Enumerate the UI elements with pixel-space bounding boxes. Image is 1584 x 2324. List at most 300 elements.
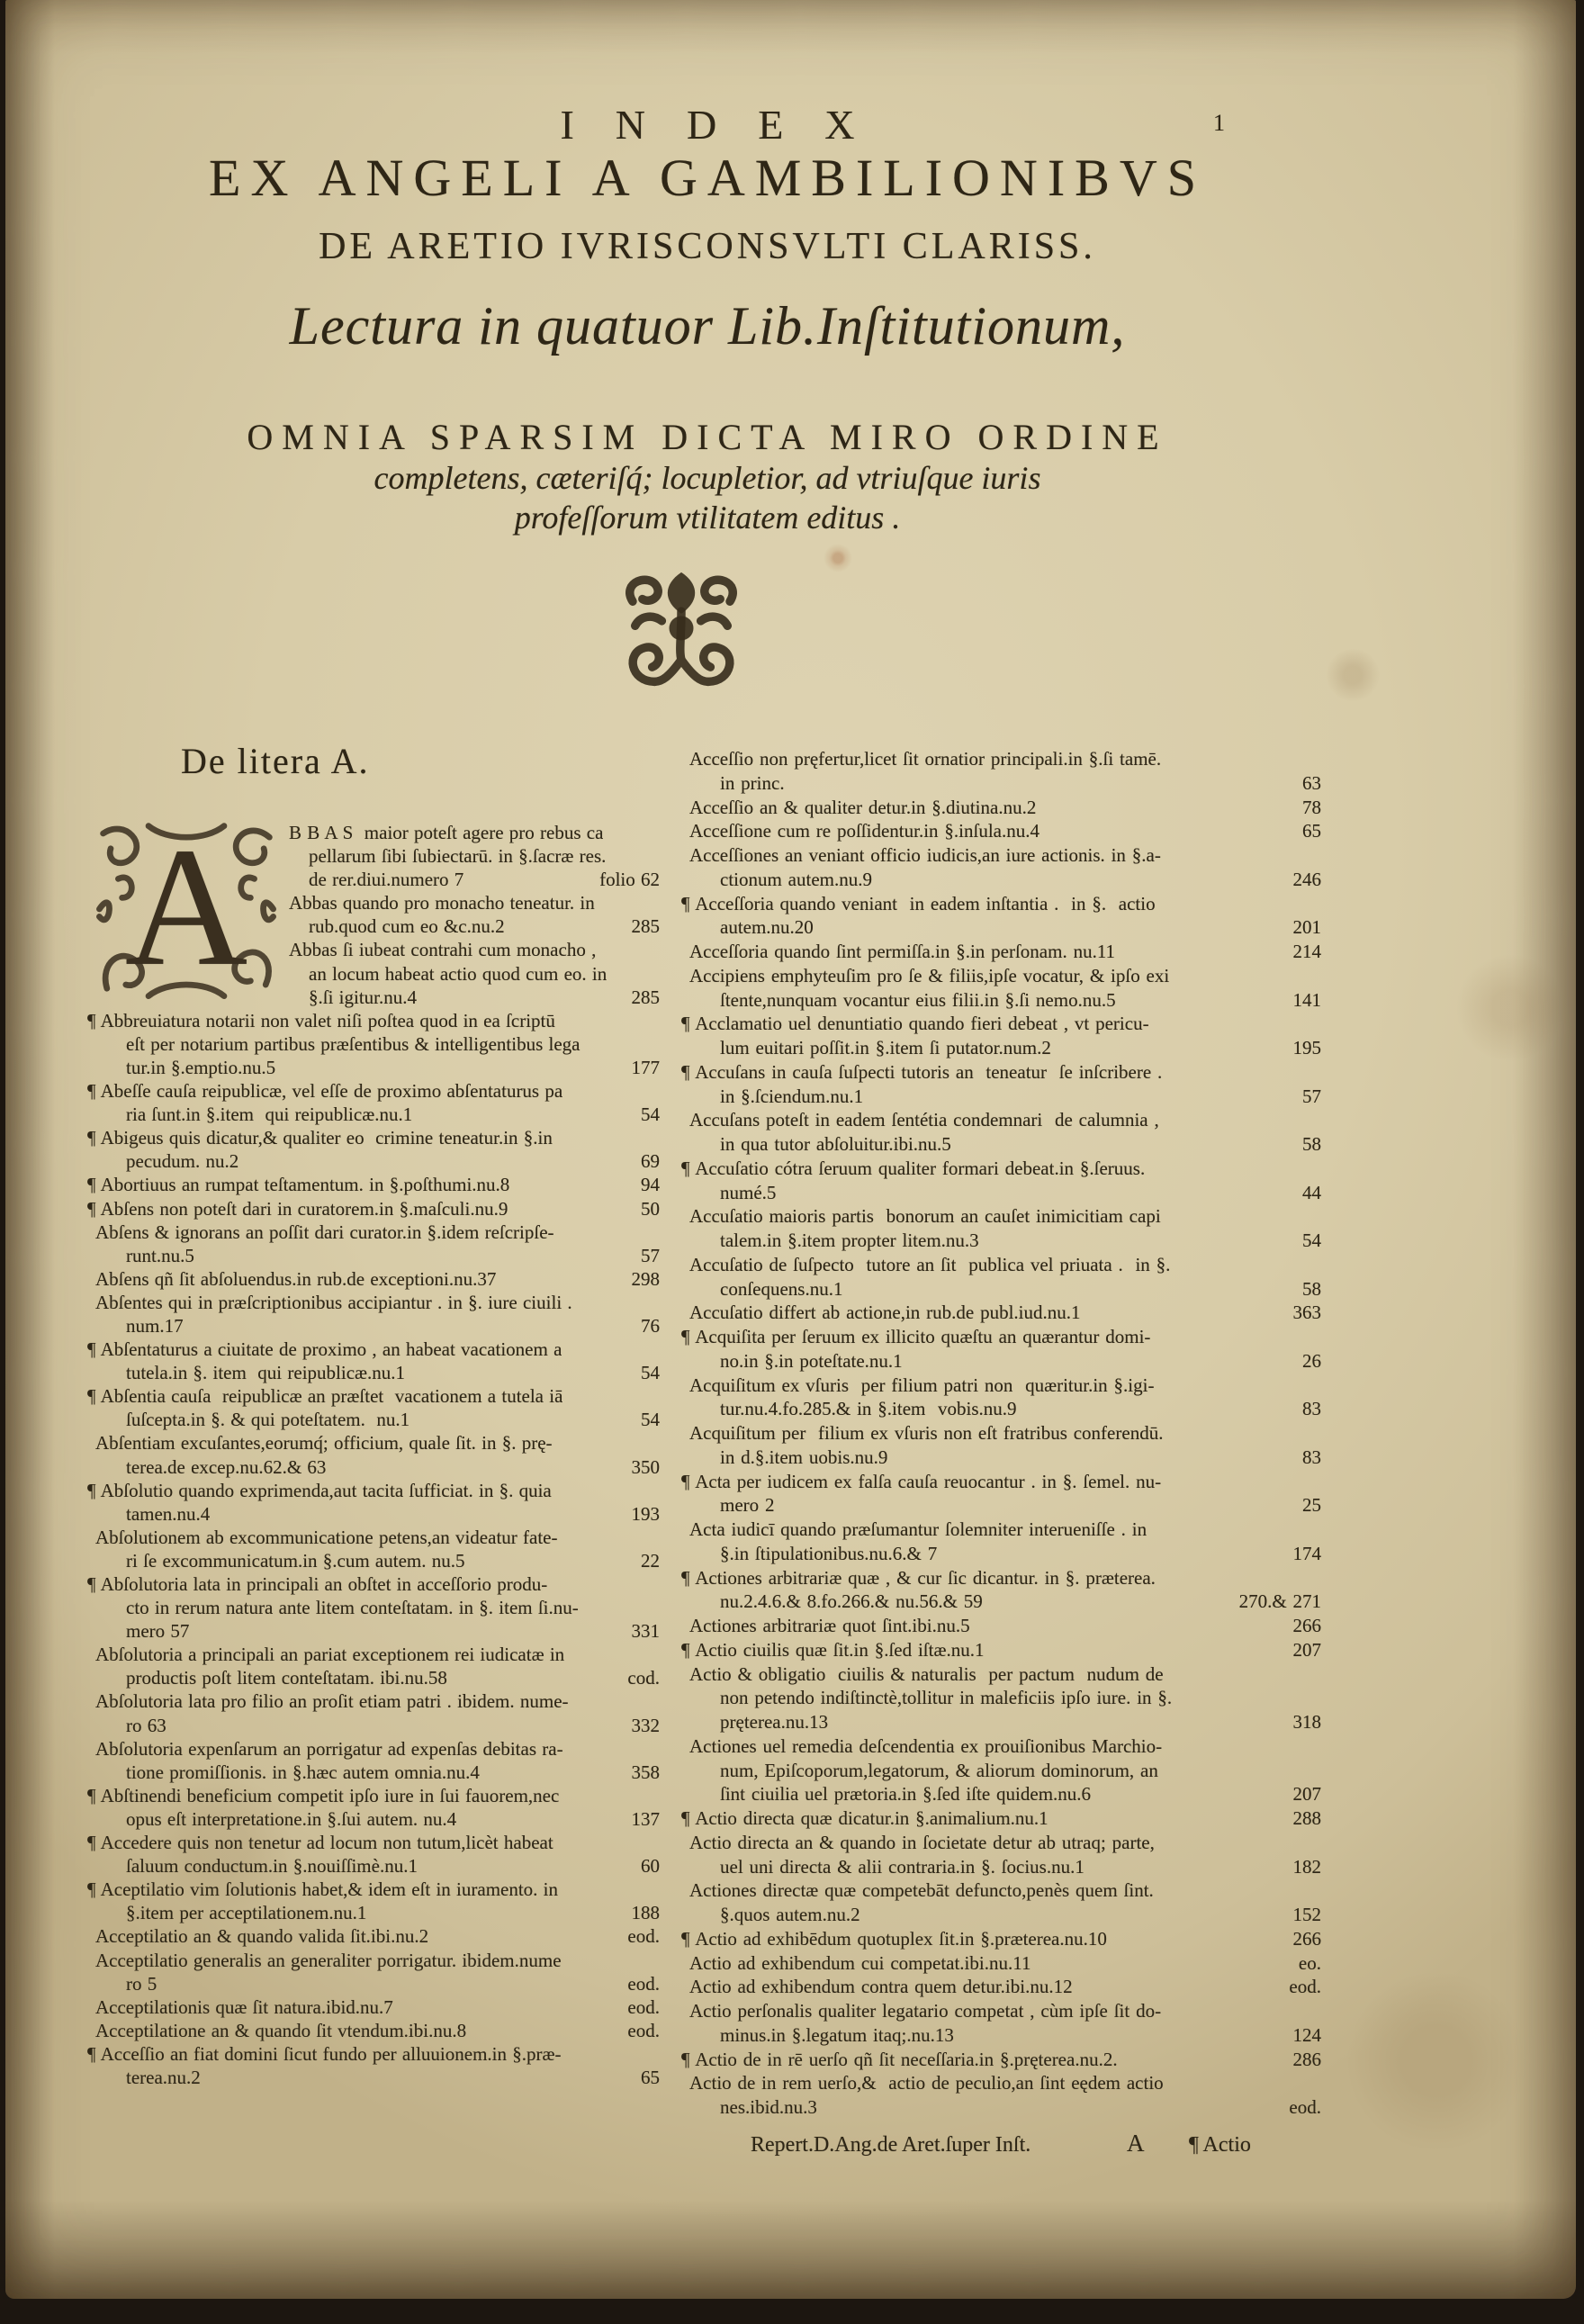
entry-text: ¶ Acceſſoria quando veniant in eadem inſtantia . in §. actio bbox=[681, 892, 1156, 914]
index-entry-line bbox=[689, 1397, 1321, 1421]
entry-text: ¶ Abſtinendi beneficium competit ipſo iure in ſui fauorem,nec bbox=[87, 1784, 560, 1806]
index-entry-line bbox=[95, 2066, 660, 2089]
entry-text: Acceſſione cum re poſſidentur.in §.inſula.nu.4 bbox=[689, 820, 1040, 842]
entry-text: Actiones directæ quæ competebāt defuncto,penès quem ſint. bbox=[689, 1879, 1154, 1902]
entry-locator: 58 bbox=[1302, 1277, 1321, 1300]
entry-locator: 65 bbox=[1302, 820, 1321, 842]
entry-text: ¶ Abigeus quis dicatur,& qualiter eo crimine teneatur.in §.in bbox=[87, 1127, 553, 1149]
index-entry-line bbox=[681, 1927, 1321, 1951]
folio-number: 1 bbox=[1213, 110, 1225, 136]
index-entry-line bbox=[87, 1831, 660, 1854]
index-entry-line bbox=[681, 1325, 1321, 1349]
entry-locator: 25 bbox=[1302, 1494, 1321, 1517]
entry-locator: 182 bbox=[1292, 1855, 1321, 1878]
index-entry-line bbox=[87, 1079, 660, 1103]
entry-text: ro 5 bbox=[126, 1972, 158, 1995]
entry-locator: 201 bbox=[1292, 916, 1321, 939]
entry-text: Acta iudicī quando præſumantur ſolemniter interueniſſe . in bbox=[689, 1518, 1148, 1540]
entry-text: Abſentiam excuſantes,eorumq́; officium, quale ſit. in §. prę- bbox=[95, 1432, 553, 1455]
entry-text: rub.quod cum eo &c.nu.2 bbox=[309, 915, 505, 938]
entry-locator: 331 bbox=[631, 1620, 660, 1643]
entry-text: ¶ Accuſatio cótra ſeruum qualiter formari debeat.in §.ſeruus. bbox=[681, 1157, 1146, 1179]
entry-locator: 65 bbox=[641, 2066, 660, 2088]
entry-locator: eod. bbox=[627, 2019, 660, 2041]
index-entry-line bbox=[689, 1374, 1321, 1398]
entry-text: ſtente,nunquam vocantur eius filii.in §.ſi nemo.nu.5 bbox=[720, 988, 1116, 1011]
entry-locator: 94 bbox=[641, 1174, 660, 1196]
entry-text: ¶ Accuſans in cauſa ſuſpecti tutoris an teneatur ſe inſcribere . bbox=[681, 1060, 1163, 1083]
index-entry-line bbox=[689, 1204, 1321, 1229]
entry-text: Accuſatio de ſuſpecto tutore an ſit publica vel priuata . in §. bbox=[689, 1253, 1171, 1275]
entry-text: mero 57 bbox=[126, 1620, 190, 1643]
entry-text: ¶ Actio directa quæ dicatur.in §.animalium.nu.1 bbox=[681, 1807, 1048, 1829]
index-entry-line bbox=[95, 1549, 660, 1572]
entry-text: lum euitari poſſit.in §.item ſi putator.num.2 bbox=[720, 1037, 1051, 1058]
entry-locator: 298 bbox=[631, 1267, 660, 1290]
drop-cap-initial bbox=[92, 814, 281, 1004]
entry-text: in qua tutor abſoluitur.ibi.nu.5 bbox=[720, 1133, 951, 1155]
index-entry-line bbox=[689, 2023, 1321, 2048]
entry-locator: 214 bbox=[1292, 941, 1321, 962]
index-entry-line bbox=[689, 1831, 1321, 1855]
entry-locator: 207 bbox=[1292, 1783, 1321, 1806]
index-entry-line bbox=[689, 940, 1321, 964]
entry-text: productis poſt litem conteſtatam. ibi.nu.58 bbox=[126, 1667, 447, 1689]
entry-locator: 83 bbox=[1302, 1446, 1321, 1468]
drop-cap-letter: A bbox=[124, 814, 248, 1001]
entry-text: Acceſſio an & qualiter detur.in §.diutina.nu.2 bbox=[689, 796, 1037, 818]
entry-locator: 288 bbox=[1292, 1807, 1321, 1829]
index-entry-line bbox=[681, 1157, 1321, 1181]
entry-locator: 50 bbox=[641, 1197, 660, 1220]
index-entry-line bbox=[289, 821, 660, 844]
entry-text: ¶ Abſolutio quando exprimenda,aut tacita ſufficiat. in §. quia bbox=[87, 1479, 552, 1501]
entry-text: mero 2 bbox=[720, 1494, 775, 1517]
entry-text: Accuſatio maioris partis bonorum an cauſet inimicitiam capi bbox=[689, 1205, 1161, 1228]
entry-locator: 318 bbox=[1292, 1711, 1321, 1733]
index-entry-line bbox=[681, 2048, 1321, 2072]
entry-text: Actio directa an & quando in ſocietate detur ab utraq; parte, bbox=[689, 1831, 1155, 1853]
entry-text: ¶ Abſolutoria lata in principali an obſtet in acceſſorio produ- bbox=[87, 1573, 548, 1595]
entry-locator: 152 bbox=[1292, 1904, 1321, 1925]
entry-text: minus.in §.legatum itaq;.nu.13 bbox=[720, 2023, 954, 2046]
index-entry-line bbox=[289, 891, 660, 914]
title-line-2: DE ARETIO IVRISCONSVLTI CLARISS. bbox=[319, 226, 1096, 267]
index-entry-line bbox=[689, 1686, 1321, 1710]
subtitle-italic-2: profeſſorum vtilitatem editus . bbox=[514, 500, 901, 536]
entry-text: terea.de excep.nu.62.& 63 bbox=[126, 1455, 327, 1478]
entry-text: Abbas quando pro monacho teneatur. in bbox=[289, 892, 595, 914]
entry-text: pellarum ſibi ſubiectarū. in §.ſacræ res. bbox=[309, 845, 607, 868]
index-entry-line bbox=[95, 1924, 660, 1948]
entry-locator: 246 bbox=[1292, 868, 1321, 890]
index-entry-line bbox=[95, 1643, 660, 1666]
index-entry-line bbox=[689, 1253, 1321, 1277]
entry-text: ¶ Acta per iudicem ex falſa cauſa reuocantur . in §. ſemel. nu- bbox=[681, 1470, 1162, 1492]
entry-text: uel uni directa & alii contraria.in §. ſocius.nu.1 bbox=[720, 1855, 1084, 1878]
index-entry-line bbox=[289, 938, 660, 961]
entry-locator: 174 bbox=[1292, 1542, 1321, 1564]
subtitle-italic-1: completens, cæteriſq́; locupletior, ad vtriuſque iuris bbox=[374, 460, 1041, 496]
index-entry-line bbox=[95, 1714, 660, 1737]
index-entry-line bbox=[95, 1314, 660, 1338]
index-entry-line bbox=[689, 1493, 1321, 1518]
index-entry-line bbox=[689, 1446, 1321, 1470]
index-entry-line bbox=[95, 1737, 660, 1761]
entry-text: Actio de in rem uerſo,& actio de peculio,an ſint eędem actio bbox=[689, 2072, 1164, 2094]
index-entry-line bbox=[95, 1056, 660, 1079]
entry-text: runt.nu.5 bbox=[126, 1244, 194, 1266]
entry-locator: 285 bbox=[631, 915, 660, 938]
entry-text: talem.in §.item propter litem.nu.3 bbox=[720, 1230, 979, 1251]
entry-text: Acceptilatio generalis an generaliter porrigatur. ibidem.nume bbox=[95, 1949, 562, 1971]
index-entry-line bbox=[309, 868, 660, 891]
entry-locator: 137 bbox=[631, 1807, 660, 1830]
entry-text: ¶ Actiones arbitrariæ quæ , & cur ſic dicantur. in §. præterea. bbox=[681, 1566, 1156, 1589]
index-entry-line bbox=[689, 1542, 1321, 1566]
entry-text: ſaluum conductum.in §.nouiſſimè.nu.1 bbox=[126, 1855, 418, 1878]
running-head: INDEX bbox=[560, 102, 896, 148]
entry-locator: 54 bbox=[641, 1103, 660, 1126]
index-entry-line bbox=[87, 1479, 660, 1502]
index-entry-line bbox=[689, 1614, 1321, 1638]
entry-text: no.in §.in poteſtate.nu.1 bbox=[720, 1349, 903, 1372]
entry-locator: eo. bbox=[1298, 1951, 1321, 1974]
entry-text: conſequens.nu.1 bbox=[720, 1277, 843, 1300]
footer-catchword: ¶ Actio bbox=[1189, 2133, 1251, 2157]
entry-text: ria ſunt.in §.item qui reipublicæ.nu.1 bbox=[126, 1103, 413, 1126]
entry-text: pręterea.nu.13 bbox=[720, 1711, 829, 1733]
entry-locator: 286 bbox=[1292, 2048, 1321, 2070]
entry-locator: 57 bbox=[641, 1244, 660, 1266]
entry-text: tur.in §.emptio.nu.5 bbox=[126, 1056, 276, 1078]
entry-locator: 54 bbox=[1302, 1230, 1321, 1251]
index-entry-line bbox=[95, 1972, 660, 1995]
entry-locator: 22 bbox=[641, 1549, 660, 1572]
entry-text: Abſentes qui in præſcriptionibus accipiantur . in §. iure ciuili . bbox=[95, 1291, 572, 1313]
entry-locator: 363 bbox=[1292, 1302, 1321, 1324]
index-entry-line bbox=[95, 1103, 660, 1126]
index-entry-line bbox=[689, 1108, 1321, 1132]
entry-locator: 58 bbox=[1302, 1133, 1321, 1155]
entry-text: ſuſcepta.in §. & qui poteſtatem. nu.1 bbox=[126, 1409, 410, 1431]
entry-locator: 63 bbox=[1302, 771, 1321, 794]
entry-locator: 177 bbox=[631, 1056, 660, 1078]
index-entry-line bbox=[87, 1126, 660, 1149]
entry-text: nes.ibid.nu.3 bbox=[720, 2096, 817, 2118]
entry-text: ¶ Actio ad exhibēdum quotuplex ſit.in §.præterea.nu.10 bbox=[681, 1927, 1107, 1950]
index-entry-line bbox=[689, 1951, 1321, 1976]
index-entry-line bbox=[689, 796, 1321, 820]
index-entry-line bbox=[689, 1085, 1321, 1109]
entry-text: ¶ Abortiuus an rumpat teſtamentum. in §.poſthumi.nu.8 bbox=[87, 1174, 510, 1196]
printer-ornament-icon bbox=[608, 563, 754, 700]
index-entry-line bbox=[681, 1060, 1321, 1085]
index-entry-line bbox=[95, 1267, 660, 1291]
title-italic: Lectura in quatuor Lib.Inſtitutionum, bbox=[289, 296, 1126, 356]
entry-locator: eod. bbox=[627, 1995, 660, 2018]
entry-locator: 350 bbox=[631, 1455, 660, 1478]
index-entry-line bbox=[95, 1032, 660, 1056]
entry-text: ctionum autem.nu.9 bbox=[720, 868, 872, 890]
entry-text: Abſolutionem ab excommunicatione petens,an videatur fate- bbox=[95, 1526, 558, 1548]
index-entry-line bbox=[87, 1338, 660, 1361]
index-entry-line bbox=[309, 844, 660, 868]
entry-text: ¶ Acclamatio uel denuntiatio quando fieri debeat , vt pericu- bbox=[681, 1013, 1149, 1035]
entry-text: Abſolutoria expenſarum an porrigatur ad expenſas debitas ra- bbox=[95, 1737, 563, 1760]
entry-locator: 54 bbox=[641, 1362, 660, 1384]
index-entry-line bbox=[689, 1301, 1321, 1325]
index-entry-line bbox=[95, 1901, 660, 1924]
entry-locator: 266 bbox=[1292, 1927, 1321, 1950]
entry-locator: 207 bbox=[1292, 1638, 1321, 1661]
index-entry-line bbox=[689, 868, 1321, 892]
entry-text: Actio & obligatio ciuilis & naturalis per pactum nudum de bbox=[689, 1662, 1164, 1685]
index-entry-line bbox=[87, 1173, 660, 1196]
entry-text: nu.2.4.6.& 8.fo.266.& nu.56.& 59 bbox=[720, 1590, 983, 1613]
title-line-1: EX ANGELI A GAMBILIONIBVS bbox=[209, 149, 1206, 207]
entry-locator: eod. bbox=[1289, 1976, 1321, 1998]
entry-text: Abſens & ignorans an poſſit dari curator.in §.idem reſcripſe- bbox=[95, 1221, 554, 1243]
index-entry-line bbox=[681, 1566, 1321, 1590]
index-entry-line bbox=[95, 1807, 660, 1831]
index-entry-line bbox=[95, 1949, 660, 1972]
index-entry-line bbox=[689, 1036, 1321, 1060]
index-entry-line bbox=[689, 1349, 1321, 1374]
index-entry-line bbox=[689, 2071, 1321, 2095]
index-entry-line bbox=[689, 1277, 1321, 1302]
entry-locator: 83 bbox=[1302, 1398, 1321, 1420]
footer-gathering-letter: A bbox=[1127, 2130, 1145, 2157]
entry-text: §.item per acceptilationem.nu.1 bbox=[126, 1902, 367, 1924]
entry-text: Actio ad exhibendum cui competat.ibi.nu.11 bbox=[689, 1951, 1031, 1974]
entry-text: in princ. bbox=[720, 771, 785, 794]
entry-text: ſint ciuilia uel prætoria.in §.ſed iſte quidem.nu.6 bbox=[720, 1783, 1092, 1806]
index-entry-line bbox=[95, 1666, 660, 1689]
index-entry-line bbox=[309, 962, 660, 986]
entry-text: ¶ Acceſſio an fiat domini ſicut fundo per alluuionem.in §.præ- bbox=[87, 2042, 562, 2065]
entry-text: eſt per notarium partibus præſentibus & intelligentibus lega bbox=[126, 1032, 580, 1055]
index-entry-line bbox=[689, 1181, 1321, 1205]
entry-text: cto in rerum natura ante litem conteſtatam. in §. item ſi.nu- bbox=[126, 1597, 579, 1619]
index-entry-line bbox=[681, 1638, 1321, 1662]
index-entry-line bbox=[87, 2042, 660, 2066]
index-entry-line bbox=[689, 843, 1321, 868]
index-entry-line bbox=[95, 1455, 660, 1479]
entry-text: Actiones uel remedia deſcendentia ex prouiſionibus Marchio- bbox=[689, 1734, 1163, 1757]
index-entry-line bbox=[689, 747, 1321, 771]
entry-locator: 78 bbox=[1302, 796, 1321, 818]
entry-text: in §.ſciendum.nu.1 bbox=[720, 1085, 864, 1107]
entry-text: Acceptilatio an & quando valida ſit.ibi.nu.2 bbox=[95, 1925, 429, 1948]
entry-text: ¶ Actio ciuilis quæ ſit.in §.ſed iſtæ.nu.1 bbox=[681, 1638, 985, 1661]
index-entry-line bbox=[95, 1221, 660, 1244]
subtitle-caps: OMNIA SPARSIM DICTA MIRO ORDINE bbox=[247, 417, 1168, 457]
entry-text: ¶ Actio de in rē uerſo qñ ſit neceſſaria.in §.pręterea.nu.2. bbox=[681, 2048, 1118, 2070]
entry-text: §.ſi igitur.nu.4 bbox=[309, 986, 418, 1008]
entry-text: Abbas ſi iubeat contrahi cum monacho , bbox=[289, 939, 597, 961]
index-entry-line bbox=[95, 1995, 660, 2019]
index-entry-line bbox=[95, 1502, 660, 1526]
index-column-right bbox=[681, 747, 1321, 2120]
entry-text: in d.§.item uobis.nu.9 bbox=[720, 1446, 888, 1468]
entry-text: Abſens qñ ſit abſoluendus.in rub.de exceptioni.nu.37 bbox=[95, 1267, 497, 1290]
entry-locator: 270.& 271 bbox=[1238, 1590, 1321, 1613]
entry-text: tione promiſſionis. in §.hæc autem omnia.nu.4 bbox=[126, 1761, 480, 1783]
index-entry-line bbox=[689, 915, 1321, 940]
entry-text: tutela.in §. item qui reipublicæ.nu.1 bbox=[126, 1362, 406, 1384]
index-entry-line bbox=[689, 1132, 1321, 1157]
entry-locator: 141 bbox=[1292, 988, 1321, 1011]
entry-locator: 188 bbox=[631, 1902, 660, 1924]
index-entry-line bbox=[681, 1470, 1321, 1494]
entry-text: non petendo indiſtinctè,tollitur in maleficiis ipſo iure. in §. bbox=[720, 1687, 1173, 1709]
index-entry-line bbox=[689, 1855, 1321, 1879]
entry-text: Accuſatio differt ab actione,in rub.de publ.iud.nu.1 bbox=[689, 1302, 1081, 1324]
index-entry-line bbox=[95, 1408, 660, 1431]
entry-text: an locum habeat actio quod cum eo. in bbox=[309, 962, 608, 985]
entry-locator: 124 bbox=[1292, 2023, 1321, 2046]
index-entry-line bbox=[689, 1903, 1321, 1927]
entry-locator: 193 bbox=[631, 1502, 660, 1525]
index-entry-line bbox=[95, 1619, 660, 1643]
index-entry-line bbox=[689, 1518, 1321, 1542]
index-entry-line bbox=[689, 1878, 1321, 1903]
entry-text: ¶ Acquiſita per ſeruum ex illicito quæſtu an quærantur domi- bbox=[681, 1326, 1151, 1347]
index-entry-line bbox=[681, 1012, 1321, 1036]
entry-text: ¶ Abſens non poteſt dari in curatorem.in §.maſculi.nu.9 bbox=[87, 1197, 508, 1220]
entry-locator: eod. bbox=[1289, 2096, 1321, 2118]
entry-locator: 69 bbox=[641, 1150, 660, 1173]
entry-text: ¶ Accedere quis non tenetur ad locum non tutum,licèt habeat bbox=[87, 1832, 554, 1854]
index-entry-line bbox=[95, 1431, 660, 1455]
entry-locator: 332 bbox=[631, 1714, 660, 1736]
index-entry-line bbox=[689, 771, 1321, 796]
index-entry-line bbox=[689, 819, 1321, 843]
entry-locator: 54 bbox=[641, 1409, 660, 1431]
entry-locator: 195 bbox=[1292, 1037, 1321, 1058]
entry-locator: eod. bbox=[627, 1972, 660, 1995]
index-entry-line bbox=[689, 1759, 1321, 1783]
entry-text: ¶ Abeſſe cauſa reipublicæ, vel eſſe de proximo abſentaturus pa bbox=[87, 1080, 563, 1103]
entry-text: autem.nu.20 bbox=[720, 916, 814, 939]
index-entry-line bbox=[87, 1009, 660, 1032]
entry-locator: 44 bbox=[1302, 1181, 1321, 1203]
entry-text: §.quos autem.nu.2 bbox=[720, 1904, 860, 1925]
entry-text: Acceſſiones an veniant officio iudicis,an iure actionis. in §.a- bbox=[689, 844, 1161, 866]
entry-text: tur.nu.4.fo.285.& in §.item vobis.nu.9 bbox=[720, 1398, 1017, 1420]
entry-locator: 266 bbox=[1292, 1615, 1321, 1636]
index-entry-line bbox=[87, 1197, 660, 1221]
entry-text: num.17 bbox=[126, 1314, 184, 1337]
index-entry-line bbox=[689, 1975, 1321, 1999]
entry-text: ¶ Abſentaturus a ciuitate de proximo , an habeat vacationem a bbox=[87, 1338, 562, 1361]
index-entry-line bbox=[95, 1689, 660, 1713]
entry-locator: 60 bbox=[641, 1855, 660, 1878]
index-column-left bbox=[87, 814, 660, 2089]
entry-text: Acceptilatione an & quando ſit vtendum.ibi.nu.8 bbox=[95, 2019, 467, 2041]
index-entry-line bbox=[689, 988, 1321, 1013]
index-entry-line bbox=[689, 2095, 1321, 2120]
entry-text: ri ſe excommunicatum.in §.cum autem. nu.5 bbox=[126, 1549, 465, 1572]
entry-locator: 76 bbox=[641, 1314, 660, 1337]
entry-text: Accipiens emphyteuſim pro ſe & filiis,ipſe vocatur, & ipſo exi bbox=[689, 964, 1170, 986]
entry-text: B B A S maior poteſt agere pro rebus ca bbox=[289, 822, 604, 843]
entry-text: opus eſt interpretatione.in §.ſui autem. nu.4 bbox=[126, 1807, 457, 1830]
index-entry-line bbox=[95, 1854, 660, 1878]
footer-signature-title: Repert.D.Ang.de Aret.ſuper Inſt. bbox=[751, 2133, 1031, 2157]
entry-text: ro 63 bbox=[126, 1714, 166, 1736]
entry-text: de rer.diui.numero 7 bbox=[309, 869, 464, 891]
entry-text: Actiones arbitrariæ quot ſint.ibi.nu.5 bbox=[689, 1615, 970, 1636]
entry-text: num, Epiſcoporum,legatorum, & aliorum dominorum, an bbox=[720, 1759, 1158, 1781]
entry-text: Acquiſitum ex vſuris per filium patri non quæritur.in §.igi- bbox=[689, 1374, 1155, 1396]
index-entry-line bbox=[95, 2019, 660, 2042]
entry-text: ¶ Abbreuiatura notarii non valet niſi poſtea quod in ea ſcriptū bbox=[87, 1009, 555, 1031]
entry-text: Actio ad exhibendum contra quem detur.ibi.nu.12 bbox=[689, 1976, 1073, 1998]
index-entry-line bbox=[95, 1361, 660, 1384]
index-entry-line bbox=[689, 1999, 1321, 2023]
entry-locator: eod. bbox=[627, 1925, 660, 1948]
entry-text: Abſolutoria lata pro filio an proſit etiam patri . ibidem. nume- bbox=[95, 1690, 569, 1713]
index-entry-line bbox=[309, 986, 660, 1009]
index-entry-line bbox=[95, 1149, 660, 1173]
entry-text: Acceſſoria quando ſint permiſſa.in §.in perſonam. nu.11 bbox=[689, 941, 1116, 962]
index-entry-line bbox=[95, 1244, 660, 1267]
index-entry-line bbox=[87, 1784, 660, 1807]
entry-locator: 285 bbox=[631, 986, 660, 1008]
section-heading: De litera A. bbox=[181, 741, 370, 781]
entry-text: Actio perſonalis qualiter legatario competat , cùm ipſe ſit do- bbox=[689, 2000, 1162, 2022]
entry-locator: 358 bbox=[631, 1761, 660, 1783]
index-entry-line bbox=[689, 1421, 1321, 1446]
entry-locator: cod. bbox=[627, 1667, 660, 1689]
index-entry-line bbox=[689, 964, 1321, 988]
index-entry-line bbox=[689, 1710, 1321, 1734]
entry-text: ¶ Abſentia cauſa reipublicæ an præſtet vacationem a tutela iā bbox=[87, 1385, 563, 1408]
index-entry-line bbox=[681, 1806, 1321, 1831]
entry-text: terea.nu.2 bbox=[126, 2066, 201, 2088]
book-page bbox=[5, 0, 1576, 2299]
entry-text: Acceptilationis quæ ſit natura.ibid.nu.7 bbox=[95, 1995, 393, 2018]
index-entry-line bbox=[689, 1734, 1321, 1759]
index-entry-line bbox=[87, 1572, 660, 1596]
entry-text: tamen.nu.4 bbox=[126, 1502, 211, 1525]
index-entry-line bbox=[689, 1229, 1321, 1253]
index-entry-line bbox=[95, 1596, 660, 1619]
entry-text: §.in ſtipulationibus.nu.6.& 7 bbox=[720, 1542, 938, 1564]
index-entry-line bbox=[689, 1782, 1321, 1806]
index-entry-line bbox=[87, 1878, 660, 1901]
entry-text: pecudum. nu.2 bbox=[126, 1150, 239, 1173]
entry-locator: 57 bbox=[1302, 1085, 1321, 1107]
index-entry-line bbox=[95, 1526, 660, 1549]
index-entry-line bbox=[95, 1291, 660, 1314]
index-entry-line bbox=[95, 1761, 660, 1784]
entry-text: Acceſſio non pręfertur,licet ſit ornatior principali.in §.ſi tamē. bbox=[689, 748, 1162, 770]
entry-text: ¶ Aceptilatio vim ſolutionis habet,& idem eſt in iuramento. in bbox=[87, 1878, 559, 1901]
entry-text: Acquiſitum per filium ex vſuris non eſt fratribus conferendū. bbox=[689, 1422, 1164, 1444]
entry-text: Accuſans poteſt in eadem ſentétia condemnari de calumnia , bbox=[689, 1109, 1159, 1131]
index-entry-line bbox=[689, 1662, 1321, 1687]
entry-text: Abſolutoria a principali an pariat exceptionem rei iudicatæ in bbox=[95, 1644, 565, 1666]
index-entry-line bbox=[87, 1384, 660, 1408]
entry-locator: folio 62 bbox=[599, 869, 660, 891]
index-entry-line bbox=[689, 1590, 1321, 1614]
index-entry-line bbox=[309, 914, 660, 938]
entry-locator: 26 bbox=[1302, 1349, 1321, 1372]
entry-text: numé.5 bbox=[720, 1181, 777, 1203]
